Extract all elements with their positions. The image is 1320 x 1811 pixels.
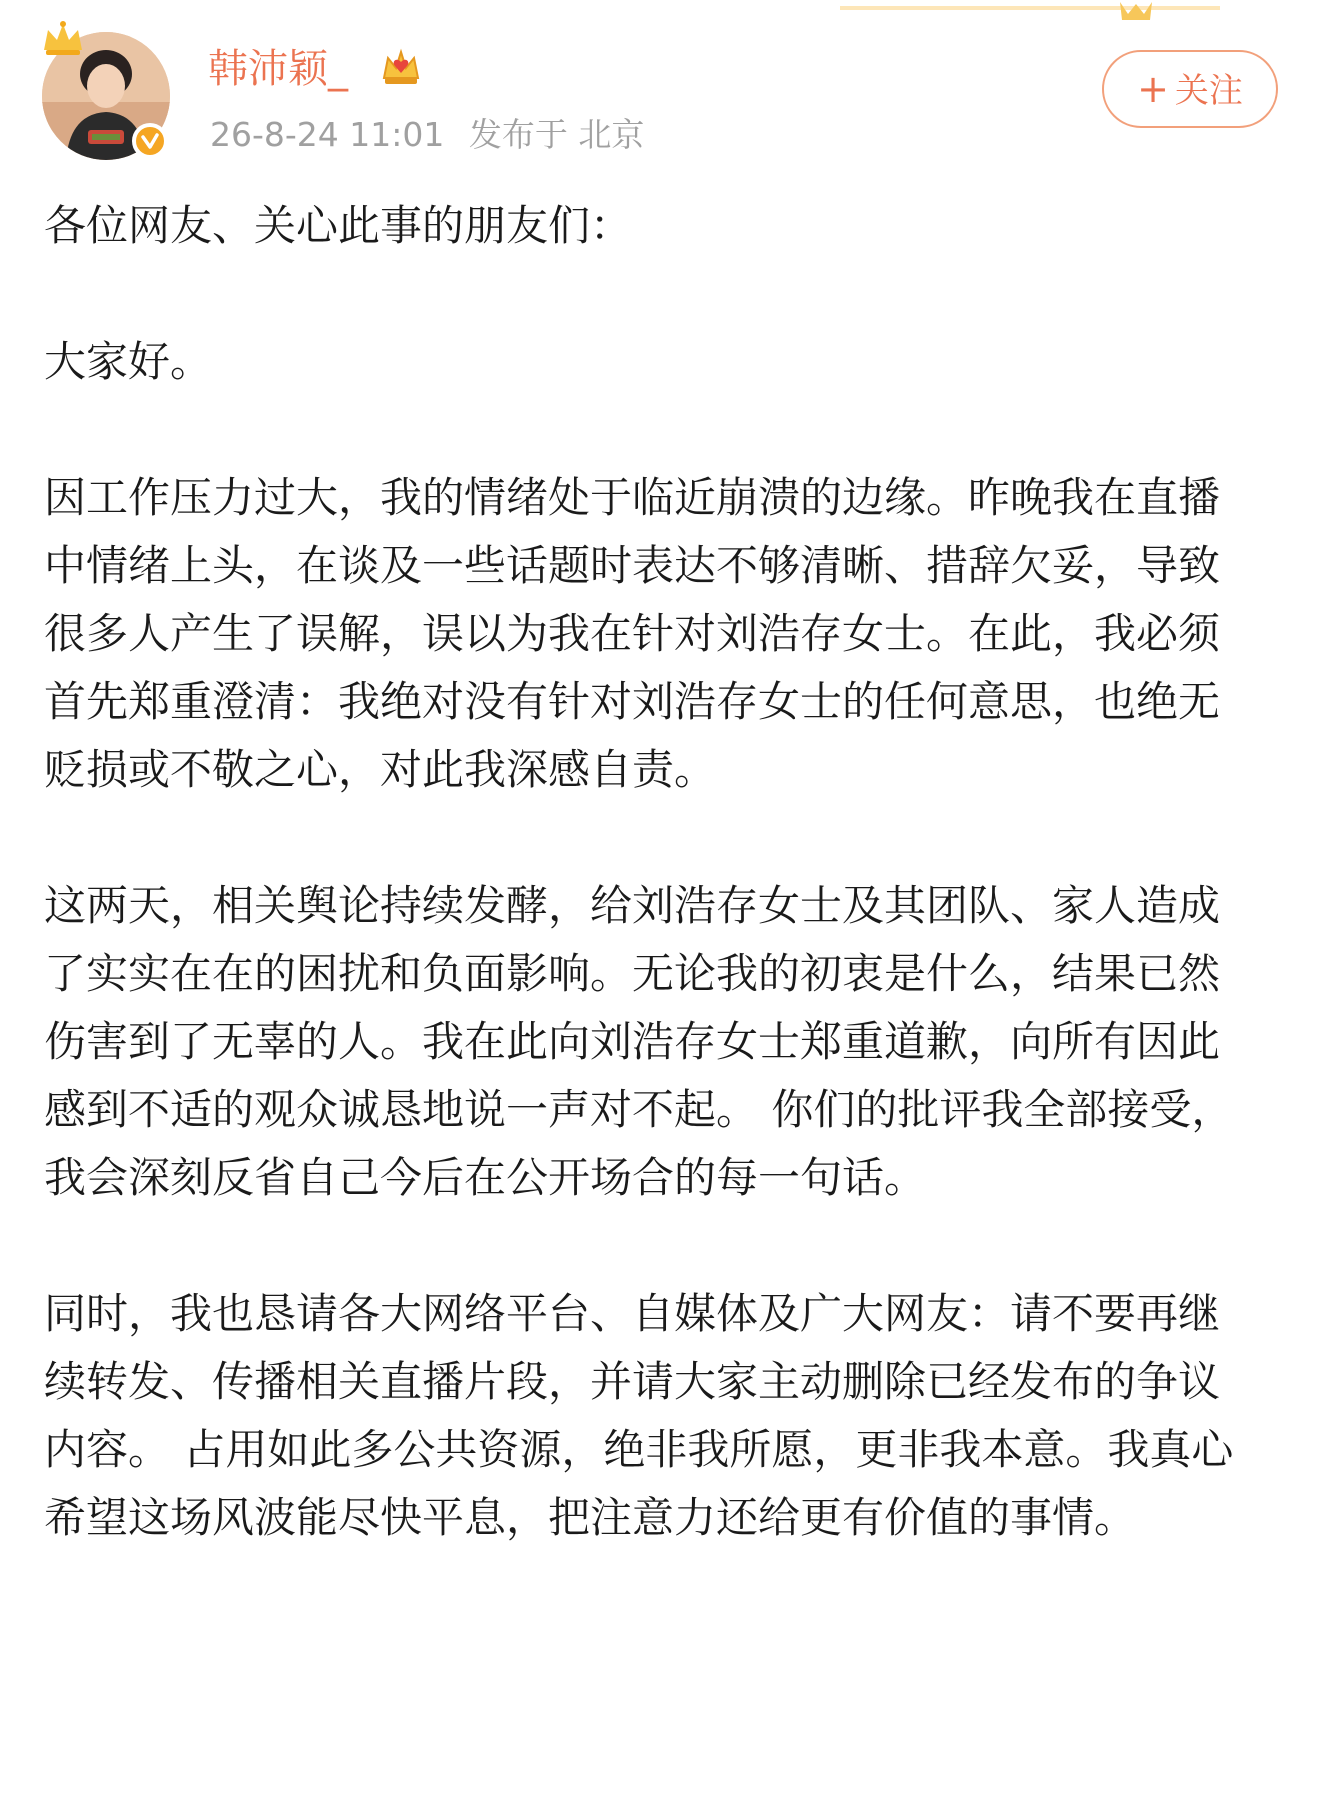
avatar-crown-icon	[40, 20, 86, 60]
post-body	[44, 192, 1244, 1552]
author-avatar[interactable]	[40, 20, 180, 170]
post-header	[0, 0, 1320, 170]
post-location: 发布于 北京	[468, 115, 645, 154]
post-paragraph: 这两天，相关舆论持续发酵，给刘浩存女士及其团队、家人造成了实实在在的困扰和负面影响。无论我的初衷是什么，结果已然伤害到了无辜的人。我在此向刘浩存女士郑重道歉，向所有因此感到不适的观众诚恳地说一声对不起。 你们的批评我全部接受，我会深刻反省自己今后在公开场合的每一句话。	[44, 881, 1234, 1202]
follow-button[interactable]	[1102, 50, 1278, 128]
follow-label: 关注	[1174, 71, 1243, 111]
header-decoration-icon	[840, 0, 1220, 24]
post-paragraph: 各位网友、关心此事的朋友们：	[44, 201, 633, 250]
vip-crown-icon[interactable]	[378, 46, 424, 90]
post-paragraph: 同时，我也恳请各大网络平台、自媒体及广大网友：请不要再继续转发、传播相关直播片段，并请大家主动删除已经发布的争议内容。 占用如此多公共资源，绝非我所愿，更非我本意。我真心希望这场风波能尽快平息，把注意力还给更有价值的事情。	[44, 1289, 1234, 1542]
post-paragraph: 因工作压力过大，我的情绪处于临近崩溃的边缘。昨晚我在直播中情绪上头，在谈及一些话题时表达不够清晰、措辞欠妥，导致很多人产生了误解，误以为我在针对刘浩存女士。在此，我必须首先郑重澄清：我绝对没有针对刘浩存女士的任何意思，也绝无贬损或不敬之心，对此我深感自责。	[44, 473, 1221, 794]
post-meta	[210, 114, 658, 156]
plus-icon: +	[1137, 67, 1169, 111]
post-paragraph: 大家好。	[44, 337, 213, 386]
author-name[interactable]: 韩沛颖_	[208, 46, 348, 92]
verified-badge-icon	[132, 123, 168, 159]
post-time: 26-8-24 11:01	[210, 115, 445, 154]
